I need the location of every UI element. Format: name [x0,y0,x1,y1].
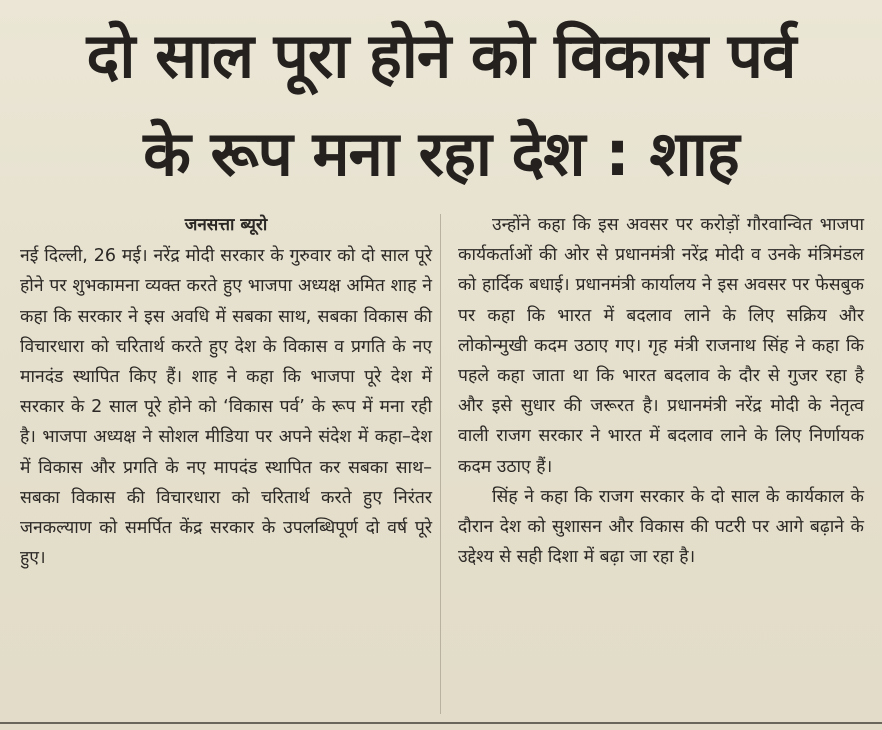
left-column [20,210,432,573]
article-paragraph-3: सिंह ने कहा कि राजग सरकार के दो साल के कार्यकाल के दौरान देश को सुशासन और विकास की पटरी पर आगे बढ़ाने के उद्देश्य से सही दिशा में बढ़ा जा रहा है। [458,486,864,568]
article-paragraph-1 [20,241,432,573]
byline: जनसत्ता ब्यूरो [184,215,268,235]
article-paragraph-2: उन्होंने कहा कि इस अवसर पर करोड़ों गौरवान्वित भाजपा कार्यकर्ताओं की ओर से प्रधानमंत्री नरेंद्र मोदी व उनके मंत्रिमंडल को हार्दिक बधाई। प्रधानमंत्री कार्यालय ने इस अवसर पर फेसबुक पर कहा कि भारत में बदलाव लाने के लिए सक्रिय और लोकोन्मुखी कदम उठाए गए। गृह मंत्री राजनाथ सिंह ने कहा कि पहले कहा जाता था कि भारत बदलाव के दौर से गुजर रहा है और इसे सुधार की जरूरत है। प्रधानमंत्री नरेंद्र मोदी के नेतृत्व वाली राजग सरकार ने भारत में बदलाव लाने के लिए निर्णायक कदम उठाए हैं। [458,215,864,477]
headline-line-1: दो साल पूरा होने को विकास पर्व [86,19,796,92]
headline-line-2: के रूप मना रहा देश : शाह [143,117,739,190]
right-column [458,210,864,572]
article-paragraph-1-body: नरेंद्र मोदी सरकार के गुरुवार को दो साल पूरे होने पर शुभकामना व्यक्त करते हुए भाजपा अध्यक्ष अमित शाह ने कहा कि सरकार ने इस अवधि में सबका साथ, सबका विकास की विचारधारा को चरितार्थ करते हुए देश के विकास व प्रगति के नए मानदंड स्थापित किए हैं। शाह ने कहा कि भाजपा पूरे देश में सरकार के 2 साल पूरे होने को ‘विकास पर्व’ के रूप में मना रही है। भाजपा अध्यक्ष ने सोशल मीडिया पर अपने संदेश में कहा–देश में विकास और प्रगति के नए मापदंड स्थापित कर सबका साथ–सबका विकास की विचारधारा को चरितार्थ करते हुए निरंतर जनकल्याण को समर्पित केंद्र सरकार के उपलब्धिपूर्ण दो वर्ष पूरे हुए। [20,246,432,569]
dateline: नई दिल्ली, 26 मई। [20,246,148,267]
bottom-rule [0,722,882,724]
column-divider [440,214,441,714]
